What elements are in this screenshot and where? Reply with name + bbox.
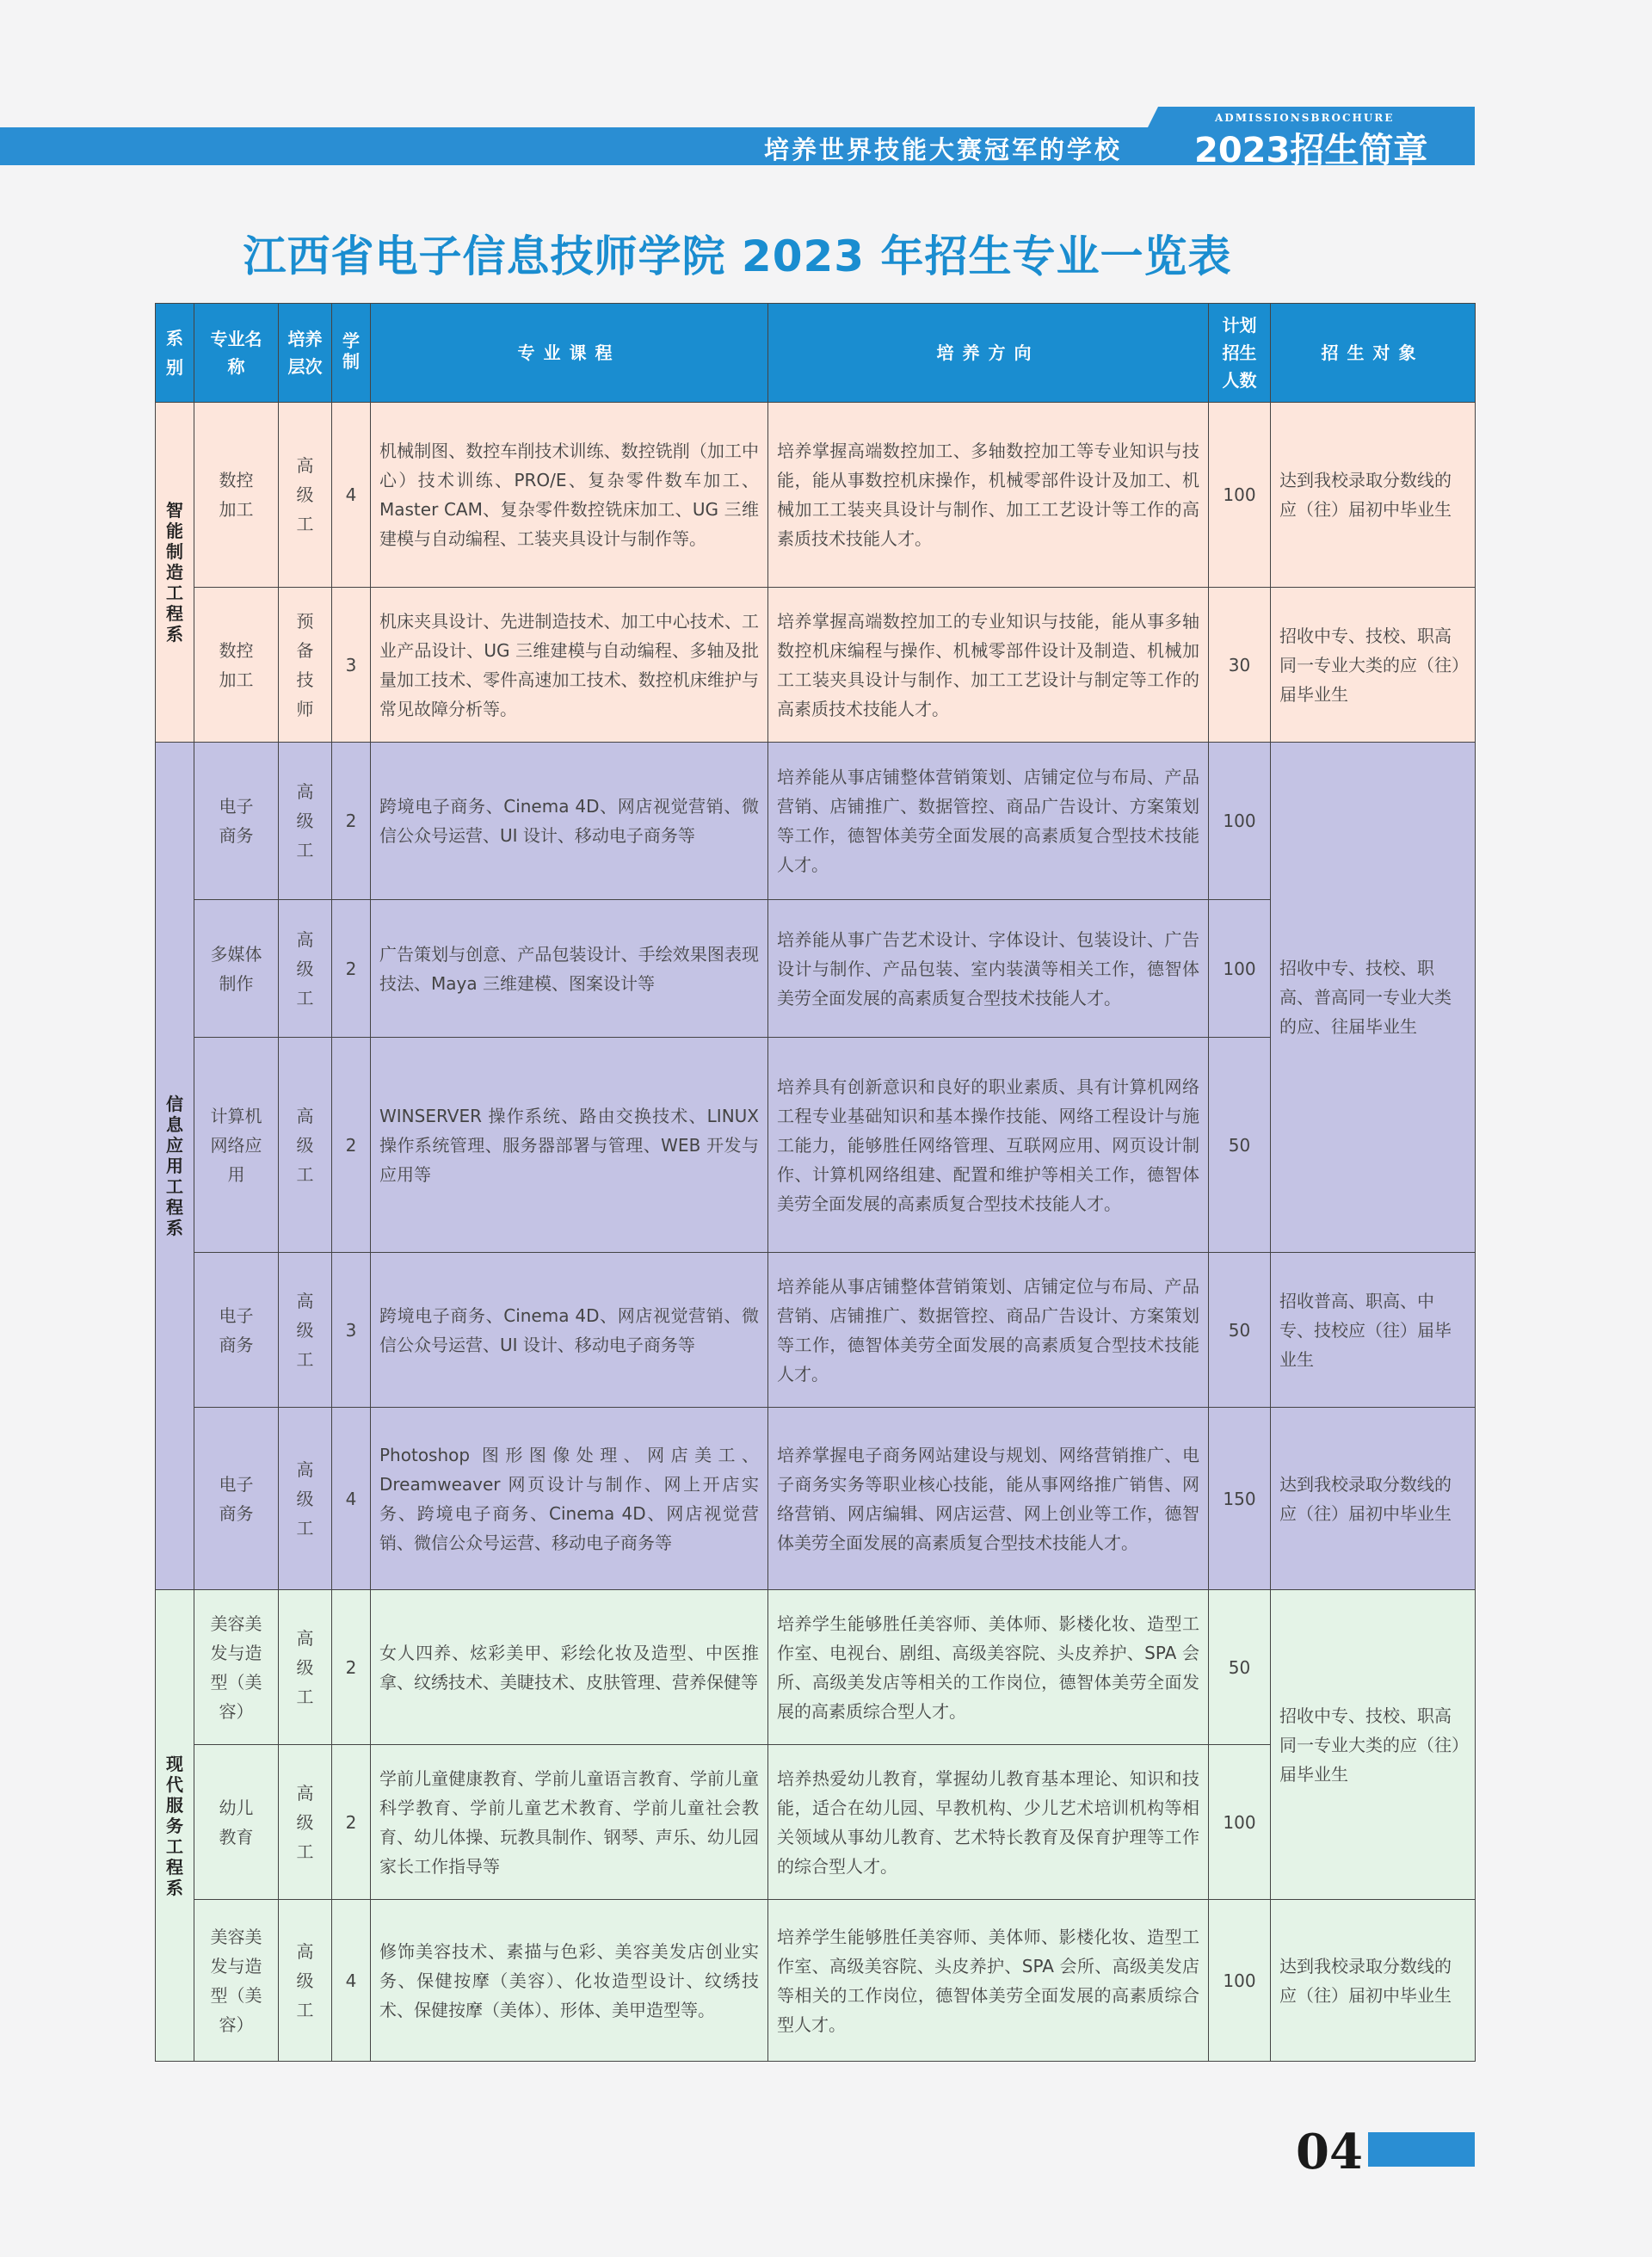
years-cell: 2 [332,1745,371,1900]
target-cell: 招收中专、技校、职高同一专业大类的应（往）届毕业生 [1271,588,1476,743]
target-cell: 达到我校录取分数线的应（往）届初中毕业生 [1271,403,1476,588]
level-cell: 高级工 [279,1590,332,1745]
direction-cell: 培养能从事广告艺术设计、字体设计、包装设计、广告设计与制作、产品包装、室内装潢等相关工作，德智体美劳全面发展的高素质复合型技术技能人才。 [768,900,1209,1038]
header-direction: 培养方向 [768,304,1209,403]
major-cell: 数控加工 [194,403,279,588]
plan-cell: 50 [1209,1590,1271,1745]
major-cell: 多媒体制作 [194,900,279,1038]
direction-cell: 培养掌握电子商务网站建设与规划、网络营销推广、电子商务实务等职业核心技能，能从事网络推广销售、网络营销、网店编辑、网店运营、网上创业等工作，德智体美劳全面发展的高素质复合型技术技能人才。 [768,1408,1209,1590]
major-cell: 美容美发与造型（美容） [194,1590,279,1745]
plan-cell: 100 [1209,403,1271,588]
header-major: 专业名称 [194,304,279,403]
page-title: 江西省电子信息技师学院 2023 年招生专业一览表 [243,231,1232,281]
dept-cell: 现代服务工程系 [156,1590,194,2062]
table-row [156,1900,1476,2062]
target-cell: 达到我校录取分数线的应（往）届初中毕业生 [1271,1900,1476,2062]
plan-cell: 100 [1209,743,1271,900]
major-cell: 电子商务 [194,1408,279,1590]
years-cell: 2 [332,900,371,1038]
table-row [156,1408,1476,1590]
dept-cell: 智能制造工程系 [156,403,194,743]
header-target: 招生对象 [1271,304,1476,403]
years-cell: 4 [332,1408,371,1590]
years-cell: 3 [332,1253,371,1408]
footer-bar [1368,2132,1475,2167]
header-years: 学制 [332,304,371,403]
page-number: 04 [1296,2124,1363,2180]
header-slogan: 培养世界技能大赛冠军的学校 [764,135,1123,164]
table-row [156,1253,1476,1408]
major-cell: 计算机网络应用 [194,1038,279,1253]
table-row [156,743,1476,900]
direction-cell: 培养能从事店铺整体营销策划、店铺定位与布局、产品营销、店铺推广、数据管控、商品广告设计、方案策划等工作，德智体美劳全面发展的高素质复合型技术技能人才。 [768,1253,1209,1408]
major-cell: 美容美发与造型（美容） [194,1900,279,2062]
table-row [156,1590,1476,1745]
courses-cell: 机床夹具设计、先进制造技术、加工中心技术、工业产品设计、UG 三维建模与自动编程、多轴及批量加工技术、零件高速加工技术、数控机床维护与常见故障分析等。 [371,588,768,743]
header-plan: 计划招生人数 [1209,304,1271,403]
level-cell: 高级工 [279,1745,332,1900]
plan-cell: 50 [1209,1038,1271,1253]
header-level: 培养层次 [279,304,332,403]
table-row [156,588,1476,743]
years-cell: 2 [332,1038,371,1253]
majors-table [155,303,1476,2062]
courses-cell: 机械制图、数控车削技术训练、数控铣削（加工中心）技术训练、PRO/E、复杂零件数车加工、Master CAM、复杂零件数控铣床加工、UG 三维建模与自动编程、工装夹具设计与制作等。 [371,403,768,588]
courses-cell: 学前儿童健康教育、学前儿童语言教育、学前儿童科学教育、学前儿童艺术教育、学前儿童社会教育、幼儿体操、玩教具制作、钢琴、声乐、幼儿园家长工作指导等 [371,1745,768,1900]
plan-cell: 100 [1209,1900,1271,2062]
target-cell: 招收中专、技校、职高、普高同一专业大类的应、往届毕业生 [1271,743,1476,1253]
level-cell: 预备技师 [279,588,332,743]
years-cell: 2 [332,1590,371,1745]
table-row [156,403,1476,588]
years-cell: 2 [332,743,371,900]
years-cell: 3 [332,588,371,743]
dept-cell: 信息应用工程系 [156,743,194,1590]
major-cell: 幼儿教育 [194,1745,279,1900]
table-header-row [156,304,1476,403]
courses-cell: Photoshop 图形图像处理、网店美工、Dreamweaver 网页设计与制作、网上开店实务、跨境电子商务、Cinema 4D、网店视觉营销、微信公众号运营、移动电子商务等 [371,1408,768,1590]
level-cell: 高级工 [279,743,332,900]
courses-cell: WINSERVER 操作系统、路由交换技术、LINUX 操作系统管理、服务器部署与管理、WEB 开发与应用等 [371,1038,768,1253]
header-dept: 系别 [156,304,194,403]
years-cell: 4 [332,403,371,588]
direction-cell: 培养学生能够胜任美容师、美体师、影楼化妆、造型工作室、高级美容院、头皮养护、SPA 会所、高级美发店等相关的工作岗位，德智体美劳全面发展的高素质综合型人才。 [768,1900,1209,2062]
target-cell: 达到我校录取分数线的应（往）届初中毕业生 [1271,1408,1476,1590]
direction-cell: 培养能从事店铺整体营销策划、店铺定位与布局、产品营销、店铺推广、数据管控、商品广告设计、方案策划等工作，德智体美劳全面发展的高素质复合型技术技能人才。 [768,743,1209,900]
header-courses: 专业课程 [371,304,768,403]
courses-cell: 女人四养、炫彩美甲、彩绘化妆及造型、中医推拿、纹绣技术、美睫技术、皮肤管理、营养保健等 [371,1590,768,1745]
direction-cell: 培养具有创新意识和良好的职业素质、具有计算机网络工程专业基础知识和基本操作技能、网络工程设计与施工能力，能够胜任网络管理、互联网应用、网页设计制作、计算机网络组建、配置和维护等相关工作，德智体美劳全面发展的高素质复合型技术技能人才。 [768,1038,1209,1253]
brochure-english-label: ADMISSIONSBROCHURE [1215,112,1395,124]
courses-cell: 修饰美容技术、素描与色彩、美容美发店创业实务、保健按摩（美容）、化妆造型设计、纹绣技术、保健按摩（美体）、形体、美甲造型等。 [371,1900,768,2062]
major-cell: 电子商务 [194,1253,279,1408]
level-cell: 高级工 [279,403,332,588]
direction-cell: 培养掌握高端数控加工的专业知识与技能，能从事多轴数控机床编程与操作、机械零部件设计及制造、机械加工工装夹具设计与制作、加工工艺设计与制定等工作的高素质技术技能人才。 [768,588,1209,743]
level-cell: 高级工 [279,1253,332,1408]
brochure-title: 2023招生简章 [1194,131,1428,170]
major-cell: 数控加工 [194,588,279,743]
courses-cell: 跨境电子商务、Cinema 4D、网店视觉营销、微信公众号运营、UI 设计、移动电子商务等 [371,1253,768,1408]
plan-cell: 100 [1209,900,1271,1038]
level-cell: 高级工 [279,900,332,1038]
plan-cell: 100 [1209,1745,1271,1900]
major-cell: 电子商务 [194,743,279,900]
direction-cell: 培养掌握高端数控加工、多轴数控加工等专业知识与技能，能从事数控机床操作，机械零部件设计及加工、机械加工工装夹具设计与制作、加工工艺设计等工作的高素质技术技能人才。 [768,403,1209,588]
level-cell: 高级工 [279,1038,332,1253]
plan-cell: 50 [1209,1253,1271,1408]
courses-cell: 广告策划与创意、产品包装设计、手绘效果图表现技法、Maya 三维建模、图案设计等 [371,900,768,1038]
direction-cell: 培养学生能够胜任美容师、美体师、影楼化妆、造型工作室、电视台、剧组、高级美容院、头皮养护、SPA 会所、高级美发店等相关的工作岗位，德智体美劳全面发展的高素质综合型人才。 [768,1590,1209,1745]
target-cell: 招收中专、技校、职高同一专业大类的应（往）届毕业生 [1271,1590,1476,1900]
level-cell: 高级工 [279,1408,332,1590]
direction-cell: 培养热爱幼儿教育，掌握幼儿教育基本理论、知识和技能，适合在幼儿园、早教机构、少儿艺术培训机构等相关领域从事幼儿教育、艺术特长教育及保育护理等工作的综合型人才。 [768,1745,1209,1900]
plan-cell: 30 [1209,588,1271,743]
courses-cell: 跨境电子商务、Cinema 4D、网店视觉营销、微信公众号运营、UI 设计、移动电子商务等 [371,743,768,900]
years-cell: 4 [332,1900,371,2062]
plan-cell: 150 [1209,1408,1271,1590]
target-cell: 招收普高、职高、中专、技校应（往）届毕业生 [1271,1253,1476,1408]
level-cell: 高级工 [279,1900,332,2062]
